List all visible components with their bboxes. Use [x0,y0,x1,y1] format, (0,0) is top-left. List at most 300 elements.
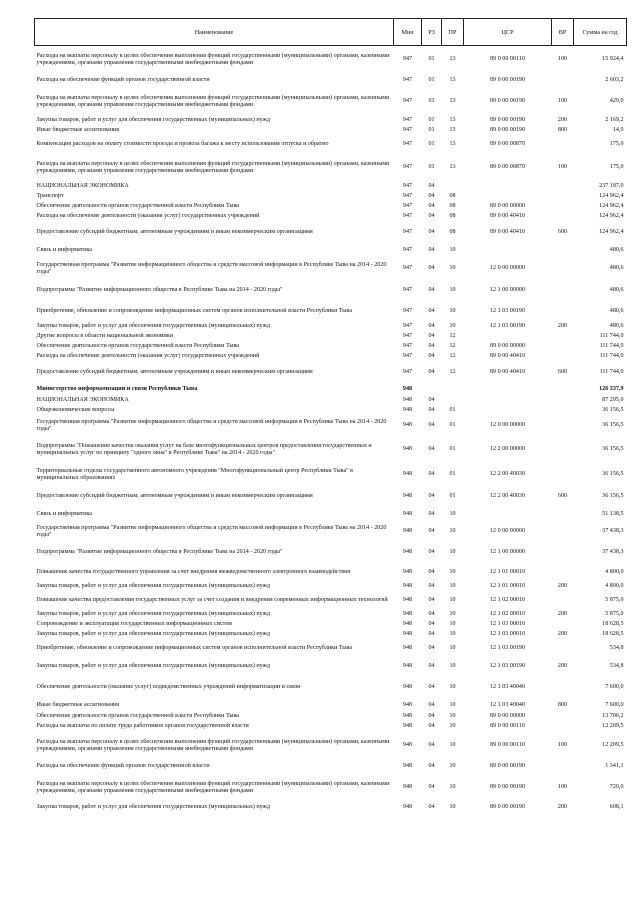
cell-name: Расходы на выплаты персоналу в целях обеспечения выполнения функций государственными (муниципальными) органами, казенными учреждениями, органами управления государственными внебюджетными фондами [36,780,390,794]
cell-sum: 480,6 [609,247,624,254]
cell-name: Обеспечение деятельности органов государственной власти Республики Тыва [36,713,239,720]
table-row [35,582,627,592]
cell-min: 947 [402,287,413,294]
cell-pr: 10 [449,631,456,638]
cell-min: 947 [402,183,413,190]
cell-vr [552,416,574,436]
cell-csr: 89 0 00 00190 [489,117,526,124]
table-row [35,676,627,700]
cell-min: 947 [402,117,413,124]
cell-min: 948 [402,742,413,749]
cell-min: 948 [402,663,413,670]
table-row [35,212,627,222]
cell-pr: 10 [449,742,456,749]
cell-sum: 13 700,2 [602,713,624,720]
cell-sum: 37 438,3 [602,549,624,556]
cell-sum: 237 187,0 [599,183,624,190]
cell-rz: 04 [428,343,435,350]
cell-pr: 10 [449,621,456,628]
table-row [35,620,627,630]
table-row [35,564,627,582]
cell-min: 948 [402,583,413,590]
header-pr: ПР [442,19,464,46]
cell-csr: 89 0 00 00110 [490,723,525,730]
header-sum: Сумма на год [574,19,627,46]
cell-vr [552,564,574,582]
cell-rz: 04 [428,265,435,272]
cell-csr: 12 1 02 00010 [489,597,526,604]
cell-sum: 2 603,2 [605,77,624,84]
cell-min: 947 [402,247,413,254]
cell-name: Расходы на выплаты персоналу в целях обеспечения выполнения функций государственными (муниципальными) органами, казенными учреждениями, органами управления государственными внебюджетными фондами [36,738,390,752]
cell-vr [552,464,574,486]
cell-csr: 12 0 00 00000 [489,422,526,429]
cell-rz: 01 [428,127,435,134]
cell-min: 948 [402,549,413,556]
cell-vr [552,182,574,192]
cell-vr [552,712,574,722]
cell-pr: 10 [449,287,456,294]
cell-rz: 04 [428,528,435,535]
cell-vr [552,342,574,352]
table-row [35,522,627,542]
cell-pr: 13 [449,77,456,84]
cell-vr [552,244,574,258]
cell-pr: 01 [449,407,456,414]
cell-rz: 01 [428,77,435,84]
cell-csr: 12 2 00 40030 [489,471,526,478]
cell-vr: 600 [557,229,568,236]
cell-vr [552,332,574,342]
cell-rz: 04 [428,203,435,210]
cell-sum: 1 341,1 [605,763,624,770]
cell-vr [552,384,574,396]
cell-name: Территориальные отделы государственного автономного учреждения "Многофункциональный центр Республики Тыва" в муниципальных образованиях [36,467,354,481]
cell-rz: 04 [428,702,435,709]
cell-csr: 12 0 00 00000 [489,528,526,535]
cell-sum: 480,6 [609,265,624,272]
cell-min: 948 [402,511,413,518]
cell-pr: 01 [449,446,456,453]
cell-csr: 12 1 03 00010 [489,631,526,638]
cell-sum: 124 962,4 [599,213,624,220]
cell-rz: 04 [428,229,435,236]
cell-rz [422,384,442,396]
cell-csr: 89 0 00 00110 [490,742,525,749]
cell-pr: 10 [449,549,456,556]
cell-csr [464,192,552,202]
cell-name: Подпрограмма "Развитие информационного общества в Республике Тыва на 2014 - 2020 годы" [36,287,283,294]
table-row [35,342,627,352]
cell-min: 947 [402,77,413,84]
cell-csr: 12 1 03 00190 [489,323,526,330]
cell-rz: 04 [428,549,435,556]
cell-sum: 175,0 [609,164,624,171]
cell-rz: 04 [428,663,435,670]
cell-sum: 480,6 [609,308,624,315]
cell-rz: 01 [428,141,435,148]
cell-name: Закупка товаров, работ и услуг для обеспечения государственных (муниципальных) нужд [36,583,270,590]
cell-sum: 15 924,4 [602,56,624,63]
cell-min: 948 [402,422,413,429]
cell-rz: 04 [428,422,435,429]
cell-csr: 12 2 00 00000 [489,446,526,453]
cell-rz: 04 [428,397,435,404]
cell-vr [552,212,574,222]
cell-sum: 126 337,9 [599,386,624,393]
cell-pr: 10 [449,663,456,670]
table-row [35,202,627,212]
table-row [35,658,627,676]
table-row [35,222,627,244]
cell-min: 948 [402,397,413,404]
header-csr: ЦСР [464,19,552,46]
cell-sum: 5 875,0 [605,611,624,618]
cell-pr: 12 [449,333,456,340]
cell-min: 947 [402,308,413,315]
cell-min: 948 [402,723,413,730]
cell-rz: 04 [428,583,435,590]
cell-rz: 04 [428,213,435,220]
cell-csr: 89 0 00 40410 [489,369,526,376]
cell-rz: 04 [428,569,435,576]
table-row [35,464,627,486]
cell-csr: 89 0 00 40410 [489,213,526,220]
cell-name: Повышение качества государственного управления за счет внедрения межведомственного электронного взаимодействия [36,569,351,576]
cell-csr: 89 0 00 00870 [489,164,526,171]
table-row [35,722,627,732]
cell-pr: 13 [449,98,456,105]
cell-pr: 12 [449,343,456,350]
cell-csr: 12 1 03 00190 [489,645,526,652]
cell-pr: 10 [449,583,456,590]
cell-min: 947 [402,323,413,330]
table-row [35,182,627,192]
cell-csr: 89 0 00 00190 [489,763,526,770]
cell-name: Компенсация расходов на оплату стоимости проезда и провоза багажа к месту использования отпуска и обратно [36,141,329,148]
cell-csr: 89 0 00 00190 [489,784,526,791]
cell-rz: 04 [428,407,435,414]
cell-rz: 04 [428,763,435,770]
cell-pr: 10 [449,597,456,604]
cell-csr: 89 0 00 00870 [489,141,526,148]
cell-sum: 12 209,5 [602,723,624,730]
table-row [35,700,627,712]
cell-name: Государственная программа "Развитие информационного общества и средств массовой информации в Республике Тыва на 2014 - 2020 годы" [36,524,387,538]
cell-min: 947 [402,56,413,63]
cell-name: Расходы на выплаты персоналу в целях обеспечения выполнения функций государственными (муниципальными) органами, казенными учреждениями, органами управления государственными внебюджетными фондами [36,94,390,108]
cell-min: 948 [402,763,413,770]
cell-vr [552,202,574,212]
cell-min: 947 [402,343,413,350]
table-row [35,542,627,564]
cell-name: Обеспечение деятельности органов государственной власти Республики Тыва [36,203,239,210]
cell-min: 947 [402,193,413,200]
cell-rz: 04 [428,511,435,518]
table-row [35,352,627,362]
cell-pr: 10 [449,308,456,315]
cell-min: 948 [402,713,413,720]
cell-rz: 04 [428,723,435,730]
cell-min: 947 [402,353,413,360]
cell-csr: 89 0 00 00190 [489,77,526,84]
cell-pr: 12 [449,369,456,376]
cell-name: Закупка товаров, работ и услуг для обеспечения государственных (муниципальных) нужд [36,663,270,670]
cell-name: НАЦИОНАЛЬНАЯ ЭКОНОМИКА [36,183,129,190]
cell-rz: 04 [428,323,435,330]
cell-pr: 08 [449,203,456,210]
cell-vr [552,352,574,362]
cell-csr: 89 0 00 00110 [490,56,525,63]
cell-vr [552,522,574,542]
table-row [35,712,627,722]
cell-min: 947 [402,265,413,272]
cell-name: Иные бюджетные ассигнования [36,702,120,709]
cell-csr: 89 0 00 00190 [489,98,526,105]
cell-pr [442,182,464,192]
cell-csr: 12 1 02 00010 [489,611,526,618]
cell-pr [442,384,464,396]
cell-min: 948 [402,611,413,618]
cell-vr: 200 [557,804,568,811]
cell-name: Обеспечение деятельности (оказание услуг) подведомственных учреждений информатизации и связи [36,684,301,691]
table-row [35,416,627,436]
cell-pr: 10 [449,265,456,272]
cell-sum: 124 962,4 [599,229,624,236]
cell-vr: 100 [557,164,568,171]
cell-csr [464,332,552,342]
cell-rz: 01 [428,164,435,171]
cell-name: Министерство информатизации и связи Республики Тыва [36,386,198,393]
cell-vr: 600 [557,369,568,376]
table-row [35,396,627,406]
table-row [35,384,627,396]
cell-pr: 10 [449,645,456,652]
cell-rz: 04 [428,804,435,811]
cell-rz: 04 [428,471,435,478]
table-row [35,436,627,464]
cell-csr [464,406,552,416]
cell-rz: 04 [428,742,435,749]
cell-rz: 04 [428,247,435,254]
header-min: Мин [394,19,422,46]
cell-sum: 87 295,0 [602,397,624,404]
cell-csr [464,508,552,522]
cell-csr: 89 0 00 00000 [489,713,526,720]
cell-csr: 12 1 03 00010 [489,621,526,628]
table-row [35,802,627,814]
cell-pr: 13 [449,127,456,134]
cell-sum: 2 169,2 [605,117,624,124]
cell-vr: 200 [557,663,568,670]
cell-vr [552,592,574,610]
cell-sum: 111 744,0 [599,343,624,350]
cell-sum: 608,1 [609,804,624,811]
cell-vr [552,280,574,302]
cell-min: 948 [402,684,413,691]
table-row [35,136,627,154]
cell-min: 948 [402,386,413,393]
table-row [35,486,627,508]
table-row [35,74,627,88]
cell-name: Закупка товаров, работ и услуг для обеспечения государственных (муниципальных) нужд [36,631,270,638]
cell-sum: 720,0 [609,784,624,791]
table-row [35,774,627,802]
cell-name: Предоставление субсидий бюджетным, автономным учреждениям и иным некоммерческим организациям [36,369,313,376]
cell-min: 947 [402,203,413,210]
cell-min: 948 [402,569,413,576]
cell-vr: 200 [557,631,568,638]
cell-pr: 10 [449,723,456,730]
cell-csr [464,182,552,192]
cell-min: 948 [402,407,413,414]
cell-pr: 01 [449,493,456,500]
cell-pr: 13 [449,117,456,124]
cell-pr: 08 [449,193,456,200]
cell-csr: 12 2 00 40030 [489,493,526,500]
cell-vr [552,136,574,154]
cell-vr [552,640,574,658]
cell-rz: 04 [428,597,435,604]
cell-vr: 100 [557,56,568,63]
cell-min: 947 [402,369,413,376]
cell-csr: 89 0 00 40410 [489,229,526,236]
cell-rz: 04 [428,193,435,200]
cell-csr: 12 1 01 00010 [489,583,526,590]
cell-pr: 10 [449,569,456,576]
cell-rz: 01 [428,117,435,124]
table-row [35,610,627,620]
cell-pr: 10 [449,323,456,330]
cell-name: Закупка товаров, работ и услуг для обеспечения государственных (муниципальных) нужд [36,117,270,124]
cell-sum: 480,6 [609,287,624,294]
cell-csr: 12 1 03 40040 [489,684,526,691]
cell-name: Связь и информатика [36,511,92,518]
cell-min: 947 [402,213,413,220]
header-vr: ВР [552,19,574,46]
cell-rz: 04 [428,684,435,691]
cell-name: Повышение качества предоставления государственных услуг за счет создания и внедрения современных информационных технологий [36,597,388,604]
cell-vr: 800 [557,702,568,709]
cell-name: Иные бюджетные ассигнования [36,127,120,134]
cell-sum: 36 156,5 [602,446,624,453]
cell-vr [552,406,574,416]
budget-table [34,18,627,814]
cell-name: Расходы на выплаты персоналу в целях обеспечения выполнения функций государственными (муниципальными) органами, казенными учреждениями, органами управления государственными внебюджетными фондами [36,52,390,66]
cell-rz: 04 [428,493,435,500]
cell-vr [552,74,574,88]
cell-pr: 10 [449,804,456,811]
header-rz: РЗ [422,19,442,46]
cell-min: 948 [402,621,413,628]
cell-vr [552,192,574,202]
cell-name: Закупка товаров, работ и услуг для обеспечения государственных (муниципальных) нужд [36,611,270,618]
table-row [35,244,627,258]
cell-rz: 01 [428,56,435,63]
cell-min: 947 [402,333,413,340]
cell-sum: 429,0 [609,98,624,105]
cell-rz: 04 [428,446,435,453]
cell-name: Другие вопросы в области национальной экономики [36,333,173,340]
cell-sum: 4 800,0 [605,583,624,590]
cell-name: Общеэкономические вопросы [36,407,115,414]
cell-pr: 10 [449,611,456,618]
cell-name: Подпрограмма "Развитие информационного общества в Республике Тыва на 2014 - 2020 годы" [36,549,283,556]
cell-sum: 18 628,5 [602,631,624,638]
cell-min: 947 [402,127,413,134]
cell-sum: 37 438,3 [602,528,624,535]
cell-sum: 36 156,5 [602,493,624,500]
cell-sum: 534,8 [609,663,624,670]
cell-min: 948 [402,784,413,791]
cell-vr [552,760,574,774]
table-row [35,280,627,302]
cell-vr [552,620,574,630]
cell-csr: 12 1 03 40040 [489,702,526,709]
cell-sum: 36 156,5 [602,407,624,414]
table-row [35,406,627,416]
table-header-row [35,19,627,46]
cell-min: 947 [402,98,413,105]
cell-csr: 12 0 00 00000 [489,265,526,272]
cell-name: Расходы на выплаты персоналу в целях обеспечения выполнения функций государственными (муниципальными) органами, казенными учреждениями, органами управления государственными внебюджетными фондами [36,160,390,174]
cell-csr: 89 0 00 40410 [489,353,526,360]
cell-rz: 04 [428,631,435,638]
cell-csr: 89 0 00 00190 [489,804,526,811]
cell-min: 948 [402,528,413,535]
cell-vr [552,396,574,406]
table-row [35,192,627,202]
cell-csr: 12 1 03 00190 [489,308,526,315]
cell-name: Расходы на выплаты по оплате труда работников органов государственной власти [36,723,249,730]
cell-pr: 10 [449,702,456,709]
cell-name: Приобретение, обновление и сопровождение информационных систем органов исполнительной власти Республики Тыва [36,308,352,315]
cell-name: НАЦИОНАЛЬНАЯ ЭКОНОМИКА [36,397,129,404]
cell-name: Закупка товаров, работ и услуг для обеспечения государственных (муниципальных) нужд [36,323,270,330]
cell-pr: 01 [449,471,456,478]
cell-name: Приобретение, обновление и сопровождение информационных систем органов исполнительной власти Республики Тыва [36,645,352,652]
cell-pr: 10 [449,684,456,691]
cell-rz: 04 [428,784,435,791]
cell-pr: 10 [449,247,456,254]
cell-pr: 13 [449,164,456,171]
table-row [35,640,627,658]
cell-rz: 01 [428,98,435,105]
cell-name: Сопровождение и эксплуатация государственных информационных систем [36,621,232,628]
cell-vr [552,436,574,464]
table-row [35,362,627,384]
cell-sum: 124 962,4 [599,203,624,210]
table-row [35,732,627,760]
cell-rz: 04 [428,621,435,628]
cell-sum: 12 209,5 [602,742,624,749]
cell-csr [464,396,552,406]
cell-name: Расходы на обеспечение деятельности (оказания услуг) государственных учреждений [36,213,260,220]
cell-vr: 600 [557,493,568,500]
cell-sum: 124 962,4 [599,193,624,200]
cell-vr: 100 [557,784,568,791]
cell-name: Транспорт [36,193,64,200]
cell-sum: 14,0 [612,127,624,134]
cell-vr: 100 [557,98,568,105]
cell-sum: 36 156,5 [602,422,624,429]
cell-sum: 111 744,0 [599,369,624,376]
cell-name: Связь и информатика [36,247,92,254]
table-row [35,154,627,182]
cell-pr: 12 [449,353,456,360]
cell-min: 948 [402,645,413,652]
table-row [35,46,627,75]
